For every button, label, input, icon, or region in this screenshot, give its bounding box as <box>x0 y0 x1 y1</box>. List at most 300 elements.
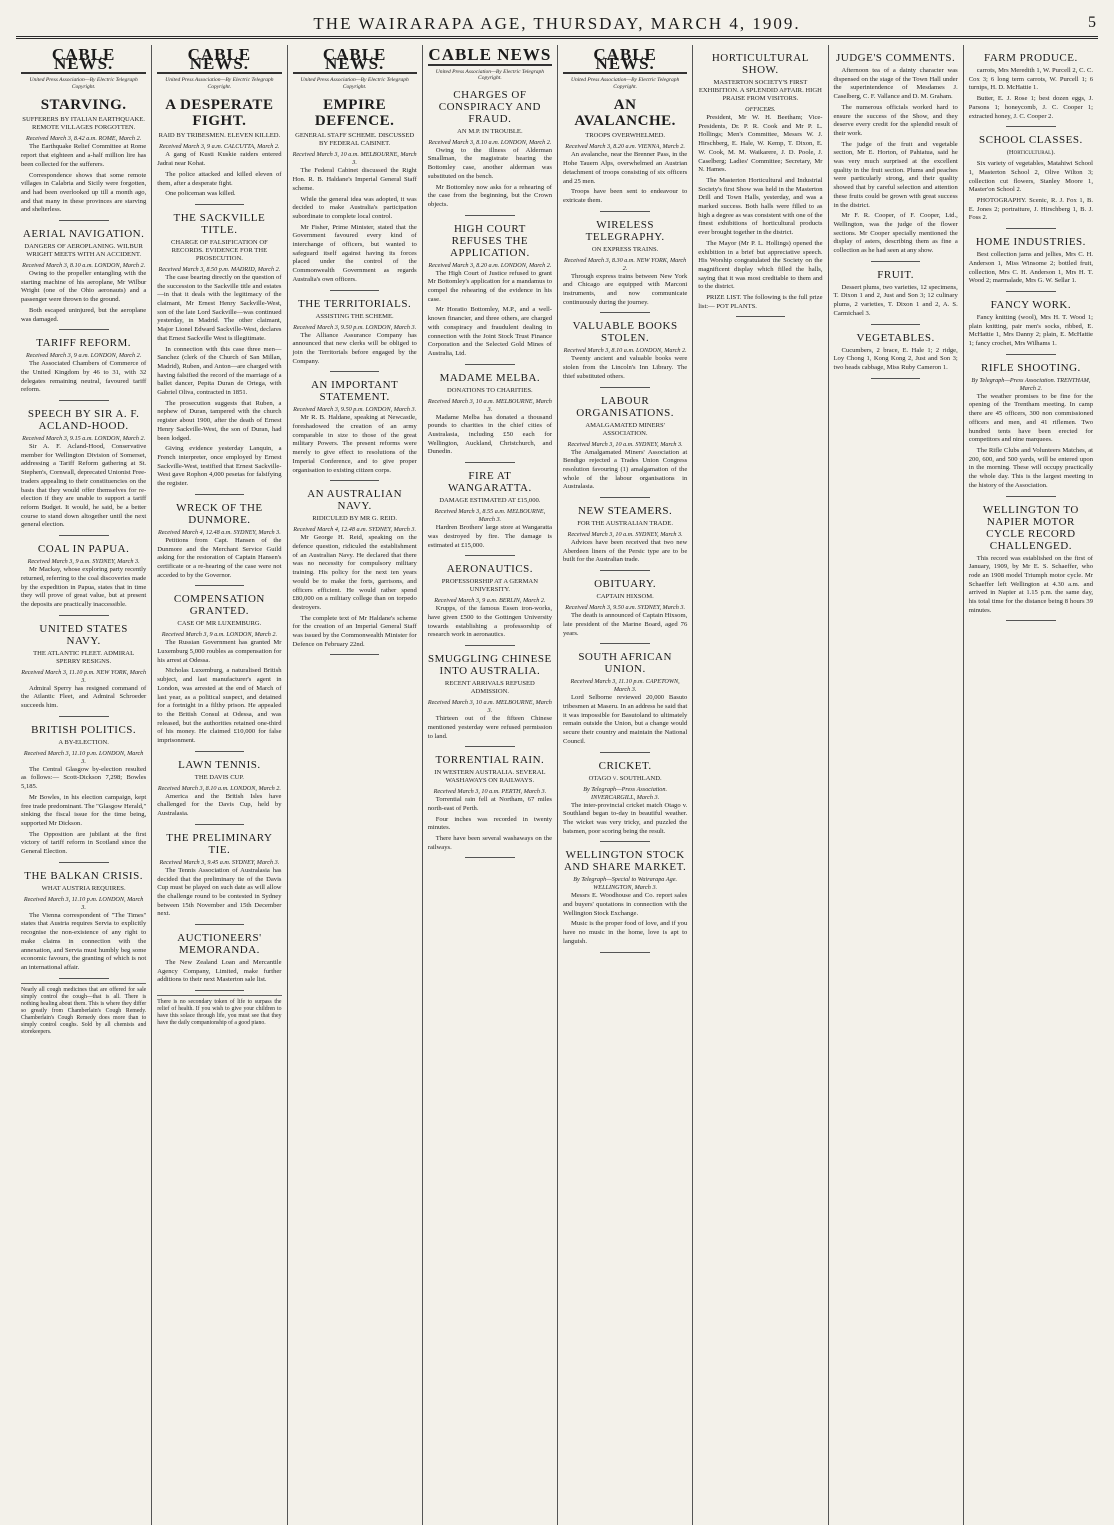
article-body <box>21 685 146 711</box>
advertisement: Nearly all cough medicines that are offered for sale simply control the cough—that is all. There is nothing healing about them. This is where they differ so greatly from Chamberlain's Cough Remedy. Chamberlain's Cough Remedy does more than to simply control coughs. Sold by all chemists and storekeepers. <box>21 983 146 1036</box>
article-paragraph: Four inches was recorded in twenty minutes. <box>427 815 552 832</box>
article-dateline: Received March 3, 10 a.m. PERTH, March 3. <box>433 788 547 796</box>
article-divider <box>600 497 650 498</box>
article <box>157 502 281 581</box>
article-body <box>293 414 417 475</box>
article-subhead: WHAT AUSTRIA REQUIRES. <box>41 884 126 892</box>
article-paragraph: The Central Glasgow by-election resulted as follows:— Scott-Dickson 7,298; Bowles 5,185. <box>21 765 147 791</box>
article-headline: TARIFF REFORM. <box>36 337 131 350</box>
article-headline: FIRE AT WANGARATTA. <box>447 470 532 495</box>
article-body <box>563 151 687 205</box>
section-head: CABLE NEWS <box>428 45 552 64</box>
article-body <box>563 355 687 381</box>
article <box>563 651 687 746</box>
article-body <box>21 270 146 324</box>
article-dateline: Received March 3, 9.15 a.m. LONDON, March 2. <box>22 435 146 443</box>
article-divider <box>59 329 109 330</box>
article-paragraph: PRIZE LIST. The following is the full prize list:— POT PLANTS. <box>698 294 823 310</box>
article-divider <box>600 752 650 753</box>
article-paragraph: Lord Selborne reviewed 20,000 Basuto tribesmen at Maseru. In an address he said that it was impossible for Basutoland to ultimately remain outside the Union, but a change would secure their country and maintain the National Council. <box>563 694 688 745</box>
article-body <box>969 393 1093 491</box>
article-divider <box>465 555 515 556</box>
article-body <box>428 524 552 550</box>
article-divider <box>59 535 109 536</box>
article <box>293 97 417 284</box>
article <box>969 236 1093 286</box>
article-divider <box>465 645 515 646</box>
article-headline: FARM PRODUCE. <box>984 52 1078 64</box>
article-body <box>428 414 552 458</box>
article-body <box>21 443 146 530</box>
article-subhead: GENERAL STAFF SCHEME. DISCUSSED BY FEDERAL CABINET. <box>295 132 415 148</box>
article-headline: SCHOOL CLASSES. <box>979 134 1083 147</box>
article-dateline: Received March 3, 10 a.m. MELBOURNE, March 3. <box>292 151 417 167</box>
wire-credit: United Press Association—By Electric Telegraph Copyright. <box>165 77 274 90</box>
article-divider <box>330 654 380 655</box>
article-paragraph: Hardren Brothers' large store at Wangaratta was destroyed by fire. The damage is estimated at £15,000. <box>427 524 552 549</box>
article-headline: LAWN TENNIS. <box>178 758 261 771</box>
article-paragraph: Thirteen out of the fifteen Chinese mentioned yesterday were refused permission to land. <box>427 715 552 740</box>
article-dateline: Received March 3, 11.10 p.m. NEW YORK, March 3. <box>21 668 147 684</box>
article-divider <box>59 716 109 717</box>
article-body <box>563 539 687 565</box>
article-body <box>834 284 958 319</box>
article-headline: THE BALKAN CRISIS. <box>24 869 143 882</box>
article-headline: AN AVALANCHE. <box>574 97 676 130</box>
article-body <box>157 151 281 199</box>
article-paragraph: Butter, E. J. Rose 1; best dozen eggs, J. Parsons 1; honeycomb, J. C. Cooper 1; extracted honey, J. C. Cooper 2. <box>968 95 1093 120</box>
article-dateline: Received March 3, 9 a.m. LONDON, March 2. <box>25 352 142 360</box>
article-body <box>428 270 552 359</box>
article-paragraph: Best collection jams and jellies, Mrs C. H. Anderson 1, Miss Winsome 2; bottled fruit, collection, Mrs C. H. Anderson 1, Mrs H. T. Wood 2; marmalade, Mrs G. W. Sellar 1. <box>968 251 1093 285</box>
article-dateline: OFFICERS. <box>745 106 776 113</box>
article-dateline: Received March 4, 12.48 a.m. SYDNEY, March 3. <box>157 528 281 536</box>
article-subhead: DAMAGE ESTIMATED AT £15,000. <box>439 497 541 505</box>
article-headline: AN AUSTRALIAN NAVY. <box>307 488 403 513</box>
article-body <box>563 892 687 946</box>
article-divider <box>465 215 515 216</box>
article <box>428 470 552 550</box>
article-paragraph: The Tennis Association of Australasia has decided that the preliminary tie of the Davis Cup must be played on such date as will allow the challenge round to be contested in Sydney between 15th November and 15th December next. <box>157 866 282 918</box>
article-paragraph: Mr Fisher, Prime Minister, stated that the Government favoured every kind of interchange of officers, but wanted to safeguard itself against having its forces placed under the control of the Commonwealth Government as regards Australia's own officers. <box>292 223 417 283</box>
article-paragraph: Music is the proper food of love, and if you have no music in the home, love is apt to languish. <box>563 920 688 945</box>
article <box>21 97 146 215</box>
article-subhead: TROOPS OVERWHELMED. <box>585 132 666 140</box>
article-dateline: Received March 4, 12.48 a.m. SYDNEY, March 3. <box>293 526 417 534</box>
article-paragraph: An avalanche, near the Brenner Pass, in the Hohe Tauern Alps, overwhelmed an Austrian detachment of troops consisting of six officers and 25 men. <box>563 151 688 185</box>
article-dateline: Received March 3, 9.45 a.m. SYDNEY, March 3. <box>159 858 280 866</box>
article-body <box>969 160 1093 223</box>
article-subhead: DANGERS OF AEROPLANING. WILBUR WRIGHT MEETS WITH AN ACCIDENT. <box>24 243 143 259</box>
article-headline: OBITUARY. <box>594 578 657 591</box>
article-headline: HOME INDUSTRIES. <box>975 236 1086 249</box>
article-body <box>969 67 1093 121</box>
article-body <box>21 143 146 215</box>
article-paragraph: Through express trains between New York and Chicago are equipped with Marconi instruments, and now communicate continuously during the journey. <box>563 272 688 306</box>
article-body <box>157 274 281 489</box>
article <box>428 223 552 359</box>
article-body <box>969 251 1093 286</box>
article-paragraph: Petitions from Capt. Hansen of the Dunmore and the Merchant Service Guild asking for the restoration of Captain Hansen's certificate or a re-hearing of the case were not acceded to by the Governor. <box>157 536 282 579</box>
article-headline: THE PRELIMINARY TIE. <box>166 831 273 856</box>
article-headline: AN IMPORTANT STATEMENT. <box>310 379 399 404</box>
article-dateline: Received March 3, 8.30 a.m. NEW YORK, March 2. <box>564 256 687 272</box>
article-dateline: Received March 3, 10 a.m. SYDNEY, March 3. <box>567 531 683 539</box>
article-dateline: Received March 3, 10 a.m. MELBOURNE, March 3. <box>427 397 552 413</box>
article-divider <box>600 570 650 571</box>
article <box>157 97 281 199</box>
article-body <box>157 793 281 819</box>
article-paragraph: Sir A. F. Acland-Hood, Conservative member for Wellington Division of Somerset, addressing a Tariff Reform gathering at St. Stephen's, Cornwall, deprecated Unionist Free-traders appealing to their constituencies on the basis that they would offer themselves for re-election if they are unable to support a tariff reform Budget. It would, he said, be a better course to stand down altogether until the next general election. <box>21 443 147 529</box>
article-divider <box>195 585 245 586</box>
article-body <box>21 912 146 973</box>
article-headline: BRITISH POLITICS. <box>31 723 137 736</box>
article-divider <box>330 290 380 291</box>
article-subhead: ON EXPRESS TRAINS. <box>591 245 659 253</box>
article-dateline: Received March 3, 8.10 a.m. LONDON, March 2. <box>157 784 281 792</box>
article-divider <box>1006 291 1056 292</box>
article <box>563 760 687 837</box>
article-divider <box>59 862 109 863</box>
article-divider <box>195 751 245 752</box>
article-paragraph: Mr Horatio Bottomley, M.P., and a well-known financier, and three others, are charged with conspiracy and fraudulent dealing in connection with the Joint Stock Trust Finance Corporation and the Selected Gold Mines of Australia, Ltd. <box>427 306 552 357</box>
article <box>969 362 1093 491</box>
article-paragraph: The Federal Cabinet discussed the Right Hon. R. B. Haldane's Imperial General Staff scheme. <box>292 167 417 192</box>
article-dateline: Received March 3, 11.10 p.m. LONDON, March 3. <box>23 749 144 765</box>
article-headline: WRECK OF THE DUNMORE. <box>176 501 263 526</box>
article-paragraph: One policeman was killed. <box>165 190 236 198</box>
article <box>834 332 958 373</box>
article-body <box>698 114 822 311</box>
article-divider <box>1006 620 1056 621</box>
article-dateline: Received March 3, 9.50 p.m. LONDON, March 3. <box>293 323 417 331</box>
article-body <box>21 360 146 395</box>
article-body <box>563 802 687 837</box>
article-paragraph: Owing to the propeller entangling with the starting machine of his aeroplane, Mr Wilbur Wright (one of the Ohio aeronauts) and a passenger were thrown to the ground. <box>21 270 147 304</box>
article-paragraph: There have been several washaways on the railways. <box>427 835 552 851</box>
article-headline: RIFLE SHOOTING. <box>980 361 1081 374</box>
article-paragraph: The inter-provincial cricket match Otago v. Southland began to-day in beautiful weather. The wicket was very tricky, and puzzled the batsmen, poor scoring being the result. <box>563 801 688 835</box>
article-divider <box>736 316 786 317</box>
article-body <box>157 959 281 985</box>
article <box>428 653 552 741</box>
article-divider <box>1006 126 1056 127</box>
article-paragraph: Mr Mackay, whose exploring party recently returned, referring to the coal discoveries made by the expedition in Papua, states that in time they will prove of great value, but at present the deposits are practically inaccessible. <box>21 566 147 608</box>
article-subhead: A BY-ELECTION. <box>58 738 109 746</box>
article <box>834 269 958 319</box>
article-divider <box>59 220 109 221</box>
column-6 <box>692 45 827 1525</box>
article-paragraph: This record was established on the first of January, 1909, by Mr E. S. Schaeffer, who rode an 1908 model Triumph motor cycle. Mr Schaeffer left Wellington at 4.30 a.m. and arrived in Napier at 1.15 p.m. the same day, his total time for the distance being 8 hours 39 minutes. <box>968 554 1093 614</box>
section-head: CABLE NEWS. <box>21 45 146 74</box>
article-subhead: THE ATLANTIC FLEET. ADMIRAL SPERRY RESIGNS. <box>33 649 135 665</box>
column-7 <box>828 45 963 1525</box>
article-divider <box>1006 228 1056 229</box>
article-body <box>563 694 687 746</box>
article-paragraph: The Mayor (Mr P. L. Hollings) opened the exhibition in a brief but appreciative speech. His Worship congratulated the Society on the magnificent display which filled the halls, saying that it was most creditable to them and to the district. <box>698 239 823 291</box>
article-headline: HIGH COURT REFUSES THE APPLICATION. <box>450 222 530 259</box>
article-divider <box>1006 496 1056 497</box>
article-subhead: MASTERTON SOCIETY'S FIRST EXHIBITION. A SPLENDID AFFAIR. HIGH PRAISE FROM VISITORS. <box>698 79 822 102</box>
article <box>563 849 687 946</box>
article <box>293 488 417 649</box>
article-body <box>157 537 281 581</box>
article-body <box>428 147 552 210</box>
article-paragraph: The Opposition are jubilant at the first victory of tariff reform in Scotland since the General Election. <box>21 830 147 856</box>
article <box>21 228 146 324</box>
article-headline: LABOUR ORGANISATIONS. <box>576 394 674 419</box>
article-headline: THE SACKVILLE TITLE. <box>173 211 266 236</box>
article-subhead: AN M.P. IN TROUBLE. <box>457 127 523 135</box>
article-headline: WELLINGTON STOCK AND SHARE MARKET. <box>563 849 687 874</box>
article-headline: AERIAL NAVIGATION. <box>22 228 145 241</box>
article-paragraph: Troops have been sent to endeavour to extricate them. <box>563 188 688 204</box>
article-divider <box>871 324 921 325</box>
article <box>969 504 1093 616</box>
article-paragraph: The complete text of Mr Haldane's scheme for the creation of an Imperial General Staff was issued by the Commonwealth Minister for Defence on February 22nd. <box>292 614 417 648</box>
article-body <box>428 796 552 852</box>
article-paragraph: Torrential rain fell at Northam, 67 miles north-east of Perth. <box>427 796 552 812</box>
article <box>293 298 417 367</box>
article-subhead: RIDICULED BY MR G. REID. <box>312 515 397 523</box>
article-headline: SOUTH AFRICAN UNION. <box>578 651 672 676</box>
article-divider <box>600 312 650 313</box>
article-body <box>21 766 146 857</box>
article <box>157 832 281 919</box>
article <box>157 212 281 489</box>
article-paragraph: In connection with this case three men—Sanchez (clerk of the Church of San Millan, Madrid), Ruben, and Anton—are charged with having falsified the record of the marriage of a ballet dancer, Pepita Duran de Ortega, with Gabriel Oliva, contracted in 1851. <box>157 345 282 397</box>
article-subhead: PROFESSORSHIP AT A GERMAN UNIVERSITY. <box>441 578 538 594</box>
column-4 <box>422 45 557 1525</box>
article-subhead: OTAGO v. SOUTHLAND. <box>588 774 662 782</box>
article-subhead: ASSISTING THE SCHEME. <box>315 312 394 320</box>
article-paragraph: The Amalgamated Miners' Association at Bendigo rejected a Trades Union Congress resolution favouring (1) amalgamation of the whole of the labour organisations in Australasia. <box>563 448 688 491</box>
article-paragraph: carrots, Mrs Meredith 1, W. Purcell 2, C. C. Cox 3; 6 long term carrots, W. Purcell 1; 6 turnips, H. D. McHattie 1. <box>968 67 1093 92</box>
article-paragraph: Fancy knitting (wool), Mrs H. T. Wood 1; plain knitting, pair men's socks, ribbed, E. McHattie 1, Mrs Danny 2; plain, E. McHattie 1; fancy crochet, Mrs Wilhams 1. <box>968 313 1093 348</box>
article-paragraph: Advices have been received that two new Aberdeen liners of the Persic type are to be built for the Australian trade. <box>563 539 688 564</box>
article-headline: VEGETABLES. <box>856 331 935 344</box>
article-body <box>157 867 281 919</box>
article-dateline: Received March 3, 8.10 a.m. LONDON, March 2. <box>428 138 552 146</box>
article-paragraph: Twenty ancient and valuable books were stolen from the Lincoln's Inn Library. The thief substituted others. <box>563 355 688 380</box>
wire-credit: United Press Association—By Electric Telegraph Copyright. <box>435 68 544 82</box>
article-body <box>293 332 417 367</box>
article-paragraph: The numerous officials worked hard to ensure the success of the Show, and they deserve every credit for the splendid result of their work. <box>833 103 958 137</box>
article-body <box>563 273 687 308</box>
article <box>21 870 146 973</box>
article-divider <box>871 378 921 379</box>
article-headline: WELLINGTON TO NAPIER MOTOR CYCLE RECORD CHALLENGED. <box>982 503 1079 552</box>
article-divider <box>195 824 245 825</box>
article-headline: UNITED STATES NAVY. <box>39 622 128 647</box>
article-body <box>428 715 552 741</box>
article-headline: CRICKET. <box>598 759 652 772</box>
article-divider <box>600 643 650 644</box>
article-paragraph: The Alliance Assurance Company has announced that new clerks will be obliged to join the Territorials before engaged by the Company. <box>292 331 417 365</box>
article-divider <box>600 952 650 953</box>
article-dateline: Received March 3, 8.20 a.m. LONDON, March 2. <box>428 261 552 269</box>
article-divider <box>330 480 380 481</box>
article-divider <box>1006 354 1056 355</box>
masthead-title: THE WAIRARAPA AGE, THURSDAY, MARCH 4, 1909. <box>313 14 801 33</box>
article-dateline: Received March 3, 10 a.m. SYDNEY, March 3. <box>567 440 683 448</box>
article <box>563 219 687 308</box>
article-paragraph: Both escaped uninjured, but the aeroplane was damaged. <box>21 306 147 323</box>
article-dateline: Received March 3, 10 a.m. MELBOURNE, March 3. <box>427 699 552 715</box>
article-headline: NEW STEAMERS. <box>577 505 673 518</box>
article-dateline: Received March 3, 8.55 a.m. MELBOURNE, March 3. <box>434 508 546 524</box>
article-divider <box>465 364 515 365</box>
article-dateline: By Telegraph—Press Association. TRENTHAM, March 2. <box>971 376 1091 392</box>
article-paragraph: Giving evidence yesterday Lanquin, a French interpreter, once employed by Ernest Sackville-West, testified that Ernest Sackville-West gave Rophon 4,000 pesetas for falsifying the register. <box>157 445 282 488</box>
article-dateline: Received March 3, 8.42 a.m. ROME, March 2. <box>26 135 142 143</box>
article-body <box>834 347 958 373</box>
article-paragraph: The death is announced of Captain Hixsom, late president of the Marine Board, aged 76 years. <box>563 612 688 637</box>
article-paragraph: The Rifle Clubs and Volunteers Matches, at 200, 600, and 500 yards, will be entered upon in the morning. These will occupy practically the whole day. This is the largest meeting in the history of the Association. <box>968 446 1093 489</box>
article-paragraph: Mr Bottomley now asks for a rehearing of the case from the beginning, but the Crown objects. <box>427 183 552 208</box>
article <box>21 408 146 530</box>
article <box>563 97 687 205</box>
page-number: 5 <box>1088 14 1096 31</box>
article-subhead: CAPTAIN HIXSOM. <box>596 593 654 601</box>
article-divider <box>195 990 245 991</box>
article-paragraph: The Masterton Horticultural and Industrial Society's first Show was held in the Masterton Drill and Town Halls, yesterday, and was a marked success. Both halls were filled to as high a degree as was consistent with one of the finest exhibitions of horticultural products ever brought together in the district. <box>698 176 823 237</box>
article <box>428 89 552 210</box>
article-dateline: Received March 3, 8.20 a.m. VIENNA, March 2. <box>565 143 685 151</box>
article-headline: AERONAUTICS. <box>446 563 534 576</box>
wire-credit: United Press Association—By Electric Telegraph Copyright. <box>29 77 138 90</box>
article <box>563 320 687 381</box>
article-paragraph: PHOTOGRAPHY. Scenic, R. J. Fox 1, B. E. Jones 2; portraiture, J. Hirschberg 1, B. J. Foss 2. <box>968 197 1093 222</box>
article-divider <box>600 387 650 388</box>
article-dateline: Received March 3, 8.10 a.m. LONDON, March 2. <box>563 347 687 355</box>
article-dateline: Received March 3, 8.50 p.m. MADRID, March 2. <box>158 265 281 273</box>
article-dateline: Received March 3, 9.50 a.m. SYDNEY, March 3. <box>565 604 686 612</box>
article-dateline: By Telegraph—Press Association. INVERCARGILL, March 3. <box>583 785 668 801</box>
column-3 <box>287 45 422 1525</box>
article-body <box>563 449 687 493</box>
article-headline: MADAME MELBA. <box>439 371 541 384</box>
article <box>157 759 281 819</box>
article-subhead: DONATIONS TO CHARITIES. <box>447 386 533 394</box>
article-headline: A DESPERATE FIGHT. <box>165 97 274 130</box>
article-headline: CHARGES OF CONSPIRACY AND FRAUD. <box>438 88 541 125</box>
article <box>969 52 1093 121</box>
article-dateline: Received March 3, 9 a.m. BERLIN, March 2. <box>434 597 546 605</box>
article-headline: AUCTIONEERS' MEMORANDA. <box>177 932 262 957</box>
article-paragraph: President, Mr W. H. Beetham; Vice-Presidents, Dr. P. R. Cook and Mr P. L. Hollings; Men's Committee, Messrs W. J. Hirschberg, E. Hale, W. Kemp, T. Dixon, E. W. Cook, M. M. Waikarere, J. D. Poole, J. Caselberg; Ladies' Committee; Secretary, Mr N. Hames. <box>698 114 823 174</box>
article-dateline: Received March 3, 9 a.m. SYDNEY, March 3. <box>27 558 140 566</box>
article-paragraph: Admiral Sperry has resigned command of the Atlantic Fleet, and Admiral Schroeder succeeds him. <box>21 684 147 710</box>
article-paragraph: Madame Melba has donated a thousand pounds to charities in the chief cities of Australasia, including £50 each for Wellington, Auckland, Christchurch, and Dunedin. <box>427 413 552 456</box>
article-dateline: Received March 3, 9.50 p.m. LONDON, March 3. <box>293 406 417 414</box>
masthead <box>16 14 1098 39</box>
column-1 <box>16 45 151 1525</box>
article <box>969 134 1093 223</box>
article-paragraph: Afternoon tea of a dainty character was dispensed on the stage of the Town Hall under the superintendence of Mesdames J. Caselberg, C. F. Vallance and D. M. Graham. <box>833 67 958 101</box>
article <box>428 754 552 852</box>
article-body <box>293 167 417 284</box>
article <box>969 299 1093 349</box>
column-8 <box>963 45 1098 1525</box>
article-paragraph: While the general idea was adopted, it was decided to make Australia's participation subordinate to complete local control. <box>292 195 417 220</box>
article <box>698 52 822 311</box>
article-paragraph: Correspondence shows that some remote villages in Calabria and Sicily were forgotten, and had been overlooked up till a month ago, and that many in these provinces are starving and shelterless. <box>21 171 147 214</box>
article-body <box>969 314 1093 349</box>
columns-container <box>16 45 1098 1525</box>
article-subhead: CHARGE OF FALSIFICATION OF RECORDS. EVIDENCE FOR THE PROSECUTION. <box>170 238 268 262</box>
article-paragraph: Mr George H. Reid, speaking on the defence question, ridiculed the establishment of an Australian Navy. He declared that there was no necessity for compulsory military training. His policy for the next ten years would be to make the forts, garrisons, and officers efficient. He would rather spend £80,000 on a military college than on torpedo destroyers. <box>292 534 417 611</box>
article-paragraph: The New Zealand Loan and Mercantile Agency Company, Limited, make further additions to their next Masterton sale list. <box>157 959 282 984</box>
article-body <box>969 555 1093 616</box>
article-body <box>293 534 417 649</box>
article-paragraph: The judge of the fruit and vegetable section, Mr E. Horton, of Pahiatua, said he was very much surprised at the excellent quality in the fruit section. Plums and peaches were particularly strong, and their quality showed that by careful selection and attention these fruits could be grown with great success in the district. <box>833 140 958 209</box>
article-paragraph: The High Court of Justice refused to grant Mr Bottomley's application for a mandamus to compel the rehearing of the evidence in his case. <box>427 269 552 303</box>
article-headline: EMPIRE DEFENCE. <box>314 97 395 130</box>
advertisement: There is no secondary token of life to surpass the relief of health. If you wish to give your children to have this solace through life, you must see that they have the daily companionship of a good piano. <box>157 995 281 1027</box>
article-divider <box>330 371 380 372</box>
article-subhead: (Horticultural). <box>1006 149 1056 157</box>
article <box>563 395 687 493</box>
article-paragraph: Messrs E. Woodhouse and Co. report sales and buyers' quotations in connection with the Wellington Stock Exchange. <box>563 892 688 917</box>
article-body <box>428 605 552 640</box>
article <box>293 379 417 475</box>
article-headline: FRUIT. <box>877 268 914 281</box>
article-dateline: Received March 3, 8.10 a.m. LONDON, March 2. <box>22 262 146 270</box>
article-headline: STARVING. <box>40 97 127 114</box>
article-headline: VALUABLE BOOKS STOLEN. <box>572 320 678 345</box>
article-dateline: Received March 3, 11.10 p.m. CAPETOWN, March 3. <box>570 678 680 694</box>
article-body <box>563 612 687 638</box>
article-headline: WIRELESS TELEGRAPHY. <box>585 218 665 243</box>
article-divider <box>600 841 650 842</box>
article-paragraph: Krupps, of the famous Essen iron-works, have given £500 to the Gottingen University towards establishing a professorship of research work in aeronautics. <box>427 605 552 639</box>
article-divider <box>195 204 245 205</box>
article-dateline: By Telegraph—Special to Wairarapa Age. WELLINGTON, March 3. <box>573 876 677 892</box>
article <box>21 543 146 610</box>
article-headline: SMUGGLING CHINESE INTO AUSTRALIA. <box>428 653 552 678</box>
article <box>428 563 552 640</box>
article-paragraph: Cucumbers, 2 brace, E. Hale 1; 2 ridge, Loy Chong 1, Kong Kong 2, Just and Son 3; two heads cabbage, Miss Ruby Cameron 1. <box>833 346 958 371</box>
article-subhead: AMALGAMATED MINERS' ASSOCIATION. <box>585 421 665 437</box>
article-headline: COAL IN PAPUA. <box>37 543 130 556</box>
article-subhead: SUFFERERS BY ITALIAN EARTHQUAKE. REMOTE VILLAGES FORGOTTEN. <box>22 116 145 132</box>
article-paragraph: Owing to the illness of Alderman Smallman, the magistrate hearing the Bottomley case, another alderman was substituted on the bench. <box>427 146 552 180</box>
article-paragraph: The police attacked and killed eleven of them, after a desperate fight. <box>157 170 282 187</box>
article-headline: HORTICULTURAL SHOW. <box>711 52 809 76</box>
article-subhead: CASE OF MR LUXEMBURG. <box>177 620 262 628</box>
article-divider <box>59 615 109 616</box>
article-paragraph: The weather promises to be fine for the opening of the Trentham meeting. In camp there are 45 officers, 300 non commissioned officers and men, and 41 riflemen. Two hundred tents have been erected for competitors and nine marquees. <box>968 392 1093 444</box>
section-head: CABLE NEWS. <box>563 45 687 74</box>
article-dateline: Received March 3, 9 a.m. LONDON, March 2. <box>161 631 278 639</box>
article-headline: TORRENTIAL RAIN. <box>435 754 545 767</box>
wire-credit: United Press Association—By Electric Telegraph Copyright. <box>300 77 409 90</box>
article-subhead: THE DAVIS CUP. <box>194 773 244 781</box>
article-divider <box>465 746 515 747</box>
article-paragraph: America and the British Isles have challenged for the Davis Cup, held by Australasia. <box>157 792 282 818</box>
column-5 <box>557 45 692 1525</box>
article-divider <box>195 924 245 925</box>
article-dateline: Received March 3, 11.10 p.m. LONDON, March 3. <box>23 895 144 911</box>
article-paragraph: Nicholas Luxemburg, a naturalised British subject, and last manufacturer's agent in London, was arrested at the end of March of last year, as a political suspect, and detained for a fortnight in a filthy prison. He appealed to the British Consul at Odessa, and was released, but the authorities retained one-third of his money. He claimed £10,000 for false imprisonment. <box>157 667 282 745</box>
article-paragraph: Mr R. B. Haldane, speaking at Newcastle, foreshadowed the creation of an army comparable in size to those of the great military Powers. The present reforms were merely to give effect to resolutions of the Imperial Conference, and to give proper organisation to existing citizen corps. <box>292 414 417 474</box>
article-subhead: IN WESTERN AUSTRALIA. SEVERAL WASHAWAYS ON RAILWAYS. <box>434 769 546 785</box>
article-divider <box>195 494 245 495</box>
column-2 <box>151 45 286 1525</box>
article <box>157 932 281 985</box>
article-paragraph: Dessert plums, two varieties, 12 specimens, T. Dixon 1 and 2, Just and Son 3; 12 culinary plums, 2 varieties, T. Dixon 1 and 2, A. S. Carmichael 3. <box>833 283 958 317</box>
